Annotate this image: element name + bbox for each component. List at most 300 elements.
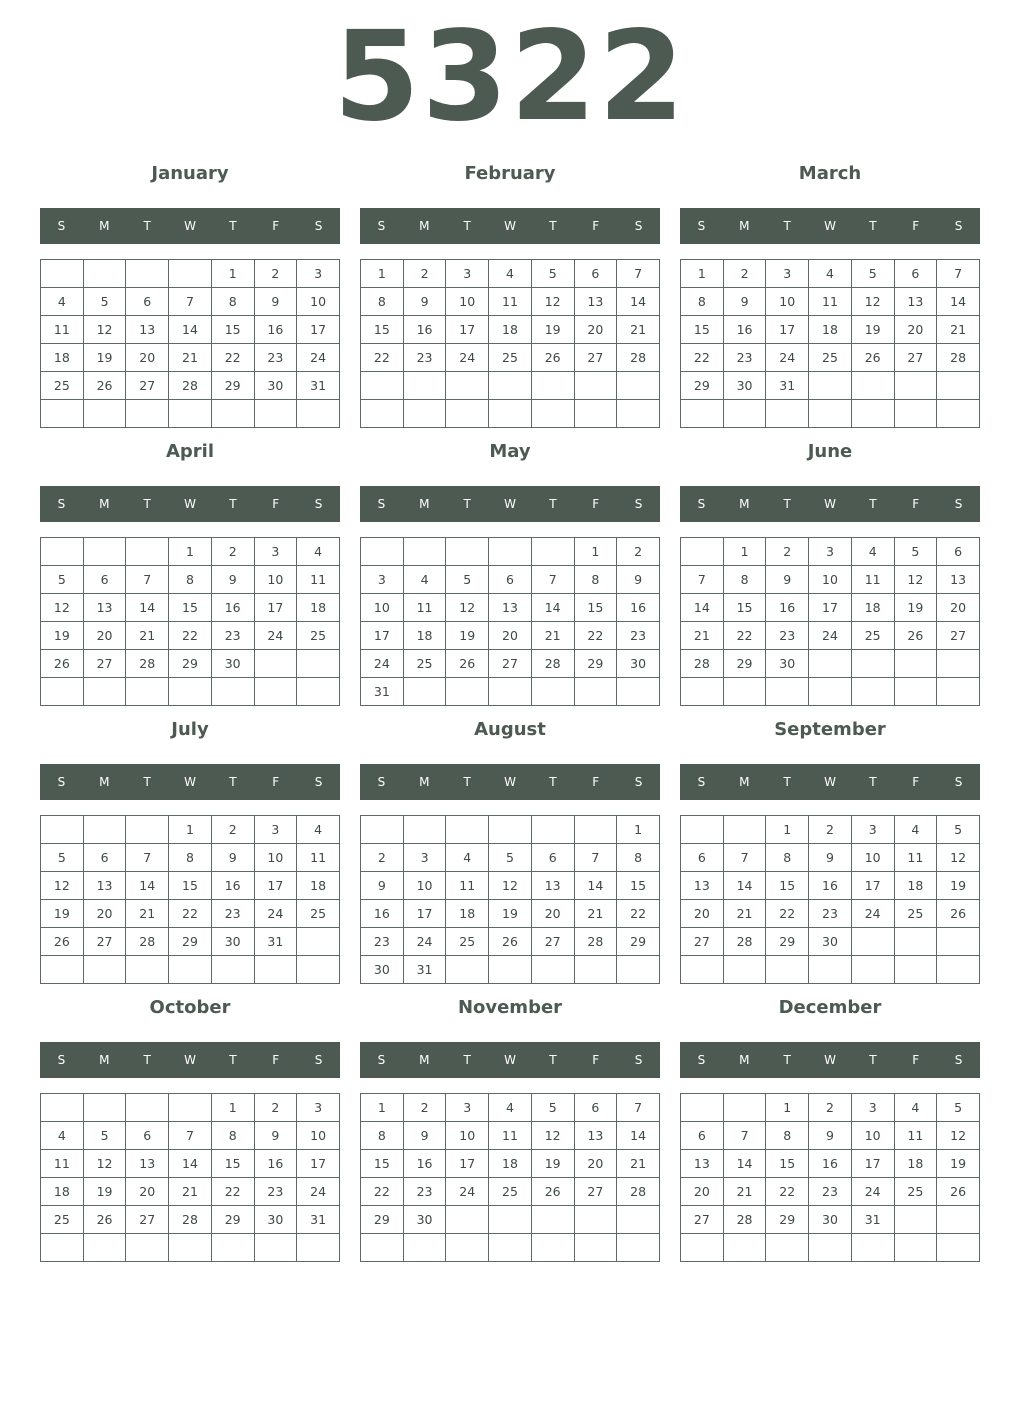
- empty-day-cell: [574, 1234, 617, 1262]
- day-cell: 17: [297, 1150, 340, 1178]
- week-row: [681, 1122, 980, 1150]
- empty-day-cell: [937, 400, 980, 428]
- empty-day-cell: [126, 400, 169, 428]
- empty-day-cell: [531, 1206, 574, 1234]
- empty-day-cell: [446, 678, 489, 706]
- week-row: [681, 1234, 980, 1262]
- empty-day-cell: [41, 1094, 84, 1122]
- month-name: March: [798, 163, 862, 184]
- week-row: [41, 678, 340, 706]
- day-cell: 11: [297, 844, 340, 872]
- day-cell: 27: [531, 928, 574, 956]
- day-cell: 6: [894, 260, 937, 288]
- day-cell: 21: [723, 1178, 766, 1206]
- day-cell: 11: [894, 1122, 937, 1150]
- day-cell: 9: [617, 566, 660, 594]
- day-cell: 6: [126, 1122, 169, 1150]
- empty-day-cell: [937, 1234, 980, 1262]
- week-row: [681, 400, 980, 428]
- day-cell: 10: [809, 566, 852, 594]
- day-cell: 4: [894, 816, 937, 844]
- weekday-label: M: [419, 497, 430, 511]
- day-cell: 22: [681, 344, 724, 372]
- day-cell: 11: [41, 316, 84, 344]
- empty-day-cell: [617, 1206, 660, 1234]
- day-cell: 25: [894, 1178, 937, 1206]
- day-cell: 30: [617, 650, 660, 678]
- weekday-label: T: [783, 497, 791, 511]
- empty-day-cell: [894, 372, 937, 400]
- week-row: [681, 566, 980, 594]
- day-cell: 1: [617, 816, 660, 844]
- day-cell: 27: [489, 650, 532, 678]
- week-row: [41, 1122, 340, 1150]
- day-cell: 12: [851, 288, 894, 316]
- day-grid: [360, 1093, 660, 1262]
- empty-day-cell: [574, 678, 617, 706]
- day-cell: 26: [41, 928, 84, 956]
- day-cell: 29: [766, 1206, 809, 1234]
- day-cell: 18: [894, 1150, 937, 1178]
- day-cell: 23: [809, 900, 852, 928]
- day-cell: 13: [894, 288, 937, 316]
- week-row: [41, 260, 340, 288]
- day-cell: 22: [766, 900, 809, 928]
- day-cell: 9: [211, 844, 254, 872]
- weekday-header: [680, 486, 980, 522]
- empty-day-cell: [894, 1206, 937, 1234]
- weekday-label: S: [634, 497, 643, 511]
- empty-day-cell: [446, 400, 489, 428]
- empty-day-cell: [403, 400, 446, 428]
- empty-day-cell: [446, 816, 489, 844]
- week-row: [361, 400, 660, 428]
- empty-day-cell: [531, 372, 574, 400]
- day-cell: 26: [83, 1206, 126, 1234]
- empty-day-cell: [489, 956, 532, 984]
- day-cell: 9: [361, 872, 404, 900]
- empty-day-cell: [489, 1206, 532, 1234]
- week-row: [681, 260, 980, 288]
- weekday-label: S: [634, 219, 643, 233]
- day-cell: 19: [851, 316, 894, 344]
- weekday-label: T: [143, 775, 151, 789]
- week-row: [681, 372, 980, 400]
- empty-day-cell: [574, 816, 617, 844]
- empty-day-cell: [297, 400, 340, 428]
- day-cell: 21: [169, 1178, 212, 1206]
- day-cell: 9: [254, 1122, 297, 1150]
- weekday-label: S: [57, 1053, 66, 1067]
- day-cell: 3: [851, 1094, 894, 1122]
- day-cell: 14: [937, 288, 980, 316]
- weekday-label: F: [912, 497, 920, 511]
- weekday-label: M: [99, 1053, 110, 1067]
- weekday-label: S: [377, 219, 386, 233]
- empty-day-cell: [617, 956, 660, 984]
- empty-day-cell: [851, 650, 894, 678]
- weekday-header: [680, 1042, 980, 1078]
- day-cell: 9: [766, 566, 809, 594]
- day-cell: 10: [446, 288, 489, 316]
- week-row: [681, 622, 980, 650]
- day-cell: 25: [41, 1206, 84, 1234]
- empty-day-cell: [489, 538, 532, 566]
- empty-day-cell: [254, 678, 297, 706]
- day-cell: 23: [766, 622, 809, 650]
- weekday-header: [360, 208, 660, 244]
- empty-day-cell: [126, 1094, 169, 1122]
- day-cell: 31: [766, 372, 809, 400]
- week-row: [681, 900, 980, 928]
- day-cell: 18: [403, 622, 446, 650]
- day-cell: 20: [681, 900, 724, 928]
- day-cell: 15: [211, 316, 254, 344]
- month-name: January: [151, 163, 229, 184]
- day-cell: 17: [809, 594, 852, 622]
- day-cell: 12: [531, 288, 574, 316]
- day-cell: 21: [617, 1150, 660, 1178]
- day-cell: 8: [361, 1122, 404, 1150]
- day-cell: 26: [937, 900, 980, 928]
- day-cell: 2: [403, 1094, 446, 1122]
- day-cell: 17: [446, 316, 489, 344]
- day-cell: 19: [894, 594, 937, 622]
- weekday-header: [680, 764, 980, 800]
- empty-day-cell: [41, 400, 84, 428]
- day-cell: 25: [809, 344, 852, 372]
- day-grid: [40, 1093, 340, 1262]
- year-title: 5322: [333, 5, 687, 149]
- empty-day-cell: [681, 400, 724, 428]
- empty-day-cell: [297, 1234, 340, 1262]
- day-cell: 31: [297, 1206, 340, 1234]
- week-row: [361, 872, 660, 900]
- day-cell: 13: [489, 594, 532, 622]
- day-cell: 8: [681, 288, 724, 316]
- week-row: [361, 956, 660, 984]
- empty-day-cell: [169, 956, 212, 984]
- day-cell: 8: [723, 566, 766, 594]
- empty-day-cell: [446, 1234, 489, 1262]
- day-cell: 7: [126, 844, 169, 872]
- weekday-label: F: [592, 219, 600, 233]
- empty-day-cell: [937, 650, 980, 678]
- day-cell: 29: [211, 1206, 254, 1234]
- day-cell: 21: [937, 316, 980, 344]
- weekday-label: W: [184, 497, 196, 511]
- day-cell: 31: [254, 928, 297, 956]
- day-cell: 6: [83, 566, 126, 594]
- empty-day-cell: [446, 372, 489, 400]
- empty-day-cell: [894, 956, 937, 984]
- day-cell: 25: [851, 622, 894, 650]
- weekday-label: T: [229, 775, 237, 789]
- day-cell: 16: [766, 594, 809, 622]
- day-cell: 20: [937, 594, 980, 622]
- weekday-label: T: [143, 1053, 151, 1067]
- day-cell: 29: [766, 928, 809, 956]
- day-cell: 3: [297, 1094, 340, 1122]
- day-cell: 24: [446, 1178, 489, 1206]
- day-cell: 3: [766, 260, 809, 288]
- empty-day-cell: [41, 816, 84, 844]
- day-cell: 22: [169, 622, 212, 650]
- day-cell: 18: [41, 344, 84, 372]
- day-grid: [40, 815, 340, 984]
- week-row: [361, 900, 660, 928]
- day-cell: 3: [361, 566, 404, 594]
- day-cell: 28: [937, 344, 980, 372]
- day-cell: 19: [83, 1178, 126, 1206]
- day-cell: 1: [211, 1094, 254, 1122]
- day-cell: 4: [41, 1122, 84, 1150]
- empty-day-cell: [574, 400, 617, 428]
- day-cell: 28: [126, 928, 169, 956]
- day-cell: 5: [41, 566, 84, 594]
- week-row: [681, 844, 980, 872]
- day-cell: 18: [851, 594, 894, 622]
- empty-day-cell: [617, 678, 660, 706]
- day-cell: 21: [723, 900, 766, 928]
- day-cell: 2: [617, 538, 660, 566]
- day-cell: 30: [211, 928, 254, 956]
- day-cell: 30: [254, 1206, 297, 1234]
- day-cell: 11: [489, 1122, 532, 1150]
- day-cell: 15: [574, 594, 617, 622]
- day-cell: 10: [851, 844, 894, 872]
- empty-day-cell: [126, 538, 169, 566]
- week-row: [361, 538, 660, 566]
- weekday-label: T: [463, 775, 471, 789]
- day-cell: 26: [894, 622, 937, 650]
- day-cell: 28: [169, 1206, 212, 1234]
- weekday-label: M: [419, 219, 430, 233]
- empty-day-cell: [83, 400, 126, 428]
- weekday-label: S: [57, 775, 66, 789]
- week-row: [41, 400, 340, 428]
- week-row: [361, 622, 660, 650]
- weekday-label: F: [272, 497, 280, 511]
- empty-day-cell: [297, 650, 340, 678]
- empty-day-cell: [41, 678, 84, 706]
- weekday-label: S: [697, 219, 706, 233]
- empty-day-cell: [169, 260, 212, 288]
- day-cell: 22: [211, 1178, 254, 1206]
- day-cell: 13: [126, 316, 169, 344]
- day-cell: 8: [574, 566, 617, 594]
- day-cell: 20: [126, 1178, 169, 1206]
- day-cell: 14: [617, 288, 660, 316]
- empty-day-cell: [766, 400, 809, 428]
- day-cell: 29: [723, 650, 766, 678]
- empty-day-cell: [851, 400, 894, 428]
- day-cell: 24: [403, 928, 446, 956]
- empty-day-cell: [766, 1234, 809, 1262]
- week-row: [361, 1150, 660, 1178]
- weekday-label: W: [504, 775, 516, 789]
- day-cell: 15: [211, 1150, 254, 1178]
- empty-day-cell: [809, 400, 852, 428]
- day-cell: 5: [83, 1122, 126, 1150]
- day-cell: 12: [41, 872, 84, 900]
- day-grid: [360, 537, 660, 706]
- day-cell: 3: [851, 816, 894, 844]
- day-cell: 14: [617, 1122, 660, 1150]
- day-cell: 8: [211, 288, 254, 316]
- week-row: [361, 566, 660, 594]
- empty-day-cell: [681, 678, 724, 706]
- empty-day-cell: [254, 650, 297, 678]
- day-cell: 4: [894, 1094, 937, 1122]
- week-row: [681, 650, 980, 678]
- day-cell: 15: [169, 594, 212, 622]
- weekday-label: S: [57, 497, 66, 511]
- empty-day-cell: [254, 956, 297, 984]
- empty-day-cell: [297, 956, 340, 984]
- weekday-label: M: [419, 1053, 430, 1067]
- empty-day-cell: [361, 538, 404, 566]
- day-cell: 23: [254, 1178, 297, 1206]
- day-cell: 7: [574, 844, 617, 872]
- day-cell: 24: [851, 1178, 894, 1206]
- day-cell: 13: [937, 566, 980, 594]
- day-cell: 29: [617, 928, 660, 956]
- weekday-label: W: [184, 1053, 196, 1067]
- day-cell: 28: [617, 344, 660, 372]
- day-cell: 1: [361, 260, 404, 288]
- weekday-label: W: [824, 1053, 836, 1067]
- day-cell: 10: [254, 566, 297, 594]
- day-cell: 23: [403, 344, 446, 372]
- empty-day-cell: [83, 678, 126, 706]
- day-cell: 20: [894, 316, 937, 344]
- day-cell: 30: [211, 650, 254, 678]
- weekday-label: T: [549, 775, 557, 789]
- empty-day-cell: [211, 400, 254, 428]
- week-row: [681, 956, 980, 984]
- weekday-label: S: [697, 775, 706, 789]
- empty-day-cell: [851, 678, 894, 706]
- empty-day-cell: [937, 678, 980, 706]
- weekday-label: T: [143, 497, 151, 511]
- empty-day-cell: [723, 956, 766, 984]
- empty-day-cell: [297, 928, 340, 956]
- day-cell: 10: [446, 1122, 489, 1150]
- day-cell: 6: [531, 844, 574, 872]
- day-cell: 18: [894, 872, 937, 900]
- day-cell: 16: [809, 872, 852, 900]
- empty-day-cell: [851, 1234, 894, 1262]
- day-cell: 26: [937, 1178, 980, 1206]
- day-cell: 12: [41, 594, 84, 622]
- day-cell: 31: [403, 956, 446, 984]
- day-cell: 17: [851, 872, 894, 900]
- day-cell: 2: [766, 538, 809, 566]
- week-row: [361, 650, 660, 678]
- day-cell: 16: [361, 900, 404, 928]
- weekday-label: W: [824, 219, 836, 233]
- day-cell: 11: [894, 844, 937, 872]
- day-cell: 11: [446, 872, 489, 900]
- weekday-label: M: [739, 1053, 750, 1067]
- weekday-label: S: [57, 219, 66, 233]
- day-cell: 10: [403, 872, 446, 900]
- day-cell: 25: [489, 344, 532, 372]
- empty-day-cell: [937, 928, 980, 956]
- day-cell: 5: [937, 816, 980, 844]
- day-cell: 24: [254, 900, 297, 928]
- weekday-label: T: [463, 497, 471, 511]
- week-row: [41, 344, 340, 372]
- day-cell: 19: [41, 622, 84, 650]
- day-cell: 17: [297, 316, 340, 344]
- day-cell: 20: [681, 1178, 724, 1206]
- day-cell: 14: [169, 316, 212, 344]
- day-cell: 31: [851, 1206, 894, 1234]
- day-cell: 2: [809, 1094, 852, 1122]
- day-cell: 5: [894, 538, 937, 566]
- day-cell: 16: [403, 1150, 446, 1178]
- day-cell: 23: [403, 1178, 446, 1206]
- day-cell: 28: [617, 1178, 660, 1206]
- day-cell: 9: [809, 844, 852, 872]
- day-cell: 30: [723, 372, 766, 400]
- empty-day-cell: [723, 400, 766, 428]
- weekday-header: [360, 486, 660, 522]
- day-cell: 9: [403, 1122, 446, 1150]
- weekday-label: S: [377, 775, 386, 789]
- day-cell: 29: [361, 1206, 404, 1234]
- day-cell: 28: [531, 650, 574, 678]
- day-cell: 2: [723, 260, 766, 288]
- weekday-label: S: [634, 1053, 643, 1067]
- day-cell: 6: [574, 1094, 617, 1122]
- weekday-label: W: [504, 497, 516, 511]
- day-cell: 4: [297, 538, 340, 566]
- day-cell: 2: [809, 816, 852, 844]
- day-cell: 2: [403, 260, 446, 288]
- empty-day-cell: [169, 1094, 212, 1122]
- week-row: [681, 1206, 980, 1234]
- day-cell: 11: [297, 566, 340, 594]
- day-cell: 27: [937, 622, 980, 650]
- empty-day-cell: [489, 372, 532, 400]
- empty-day-cell: [169, 678, 212, 706]
- week-row: [681, 928, 980, 956]
- day-cell: 22: [211, 344, 254, 372]
- day-cell: 26: [41, 650, 84, 678]
- day-cell: 10: [766, 288, 809, 316]
- day-cell: 13: [83, 872, 126, 900]
- day-cell: 16: [211, 872, 254, 900]
- empty-day-cell: [254, 400, 297, 428]
- weekday-label: S: [314, 1053, 323, 1067]
- empty-day-cell: [83, 816, 126, 844]
- day-cell: 3: [254, 816, 297, 844]
- month-name: September: [774, 719, 886, 740]
- week-row: [41, 594, 340, 622]
- week-row: [361, 260, 660, 288]
- day-cell: 21: [617, 316, 660, 344]
- empty-day-cell: [937, 372, 980, 400]
- day-cell: 24: [254, 622, 297, 650]
- empty-day-cell: [361, 372, 404, 400]
- empty-day-cell: [809, 956, 852, 984]
- empty-day-cell: [766, 956, 809, 984]
- week-row: [41, 538, 340, 566]
- weekday-label: T: [869, 497, 877, 511]
